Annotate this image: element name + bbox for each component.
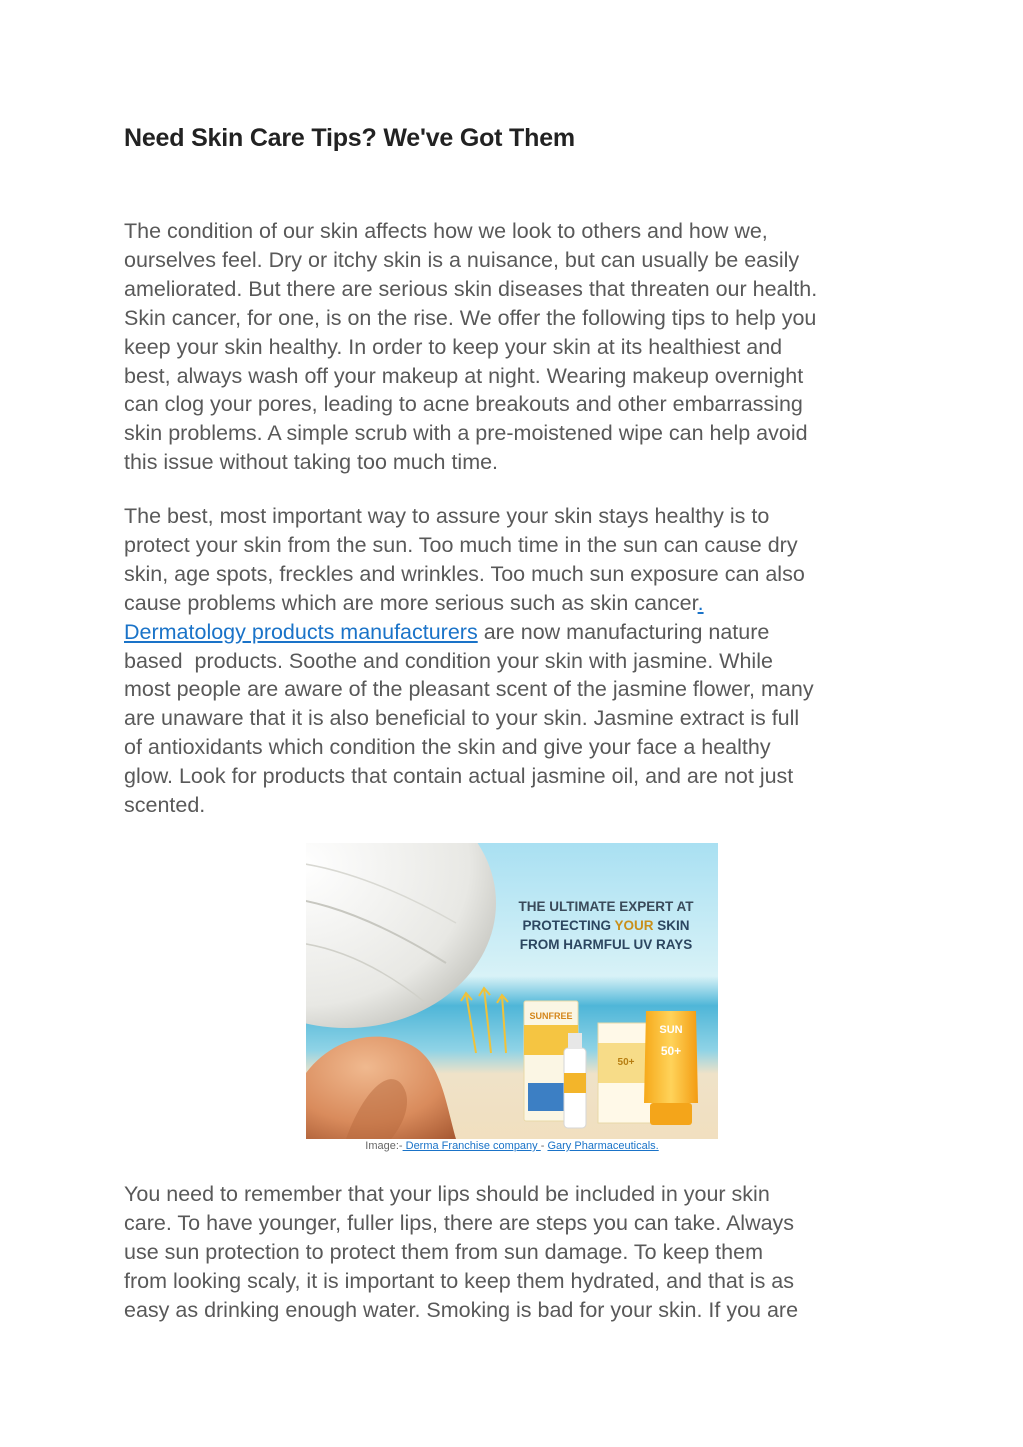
text-line: most people are aware of the pleasant scent of the jasmine flower, many (124, 677, 814, 702)
ad-illustration (306, 843, 718, 1139)
text-line: scented. (124, 793, 206, 818)
text-line: keep your skin healthy. In order to keep your skin at its healthiest and (124, 334, 783, 359)
paragraph-intro (124, 217, 914, 477)
text-line: ourselves feel. Dry or itchy skin is a nuisance, but can usually be easily (124, 247, 800, 272)
box-brand-label: SUNFREE (529, 1011, 573, 1021)
sunscreen-ad-image (306, 843, 718, 1139)
caption-prefix: Image:- (365, 1140, 403, 1152)
text-line: easy as drinking enough water. Smoking is bad for your skin. If you are (124, 1297, 799, 1322)
text-line (124, 618, 914, 647)
skin-cancer-link[interactable]: . (697, 590, 704, 615)
ad-headline-segment: SKIN (653, 918, 690, 933)
dermatology-manufacturers-link[interactable]: Dermatology products manufacturers (124, 619, 478, 644)
paragraph-sun-protection (124, 502, 914, 820)
text-line: care. To have younger, fuller lips, there are steps you can take. Always (124, 1210, 795, 1235)
caption-separator: - (540, 1140, 548, 1152)
text-line: this issue without taking too much time. (124, 450, 499, 475)
box-spf-label: 50+ (617, 1057, 635, 1068)
text-segment: are now manufacturing nature (477, 619, 770, 644)
text-line: use sun protection to protect them from sun damage. To keep them (124, 1239, 763, 1264)
text-line: Skin cancer, for one, is on the rise. We offer the following tips to help you (124, 305, 817, 330)
text-line: of antioxidants which condition the skin and give your face a healthy (124, 735, 771, 760)
ad-headline-segment: PROTECTING (522, 918, 615, 933)
text-line: based products. Soothe and condition your skin with jasmine. While (124, 648, 773, 673)
tube-spf-label: 50+ (660, 1044, 682, 1058)
text-segment: cause problems which are more serious such as skin cancer (124, 590, 698, 615)
text-line: The condition of our skin affects how we look to others and how we, (124, 219, 768, 243)
derma-franchise-link[interactable]: Derma Franchise company (402, 1140, 541, 1152)
text-line: from looking scaly, it is important to keep them hydrated, and that is as (124, 1268, 795, 1293)
text-line (124, 589, 914, 618)
text-line: protect your skin from the sun. Too much time in the sun can cause dry (124, 532, 798, 557)
page-title: Need Skin Care Tips? We've Got Them (124, 124, 575, 152)
image-caption (306, 1140, 718, 1152)
text-line: can clog your pores, leading to acne breakouts and other embarrassing (124, 392, 803, 417)
gary-pharmaceuticals-link[interactable]: Gary Pharmaceuticals. (547, 1140, 659, 1152)
text-line: best, always wash off your makeup at night. Wearing makeup overnight (124, 363, 804, 388)
text-line: skin, age spots, freckles and wrinkles. Too much sun exposure can also (124, 561, 805, 586)
ad-headline-line1: THE ULTIMATE EXPERT AT (518, 899, 694, 914)
ad-headline-line3: FROM HARMFUL UV RAYS (519, 937, 693, 952)
text-line: glow. Look for products that contain actual jasmine oil, and are not just (124, 764, 794, 789)
text-line: are unaware that it is also beneficial to your skin. Jasmine extract is full (124, 706, 800, 731)
text-line: skin problems. A simple scrub with a pre-moistened wipe can help avoid (124, 421, 808, 446)
paragraph-lip-care (124, 1180, 914, 1325)
ad-headline-line2 (506, 917, 706, 935)
ad-headline-accent: YOUR (614, 918, 654, 933)
text-line: The best, most important way to assure your skin stays healthy is to (124, 504, 770, 528)
tube-brand-label: SUN (659, 1024, 683, 1036)
text-line: You need to remember that your lips should be included in your skin (124, 1182, 770, 1206)
text-line: ameliorated. But there are serious skin diseases that threaten our health. (124, 276, 818, 301)
